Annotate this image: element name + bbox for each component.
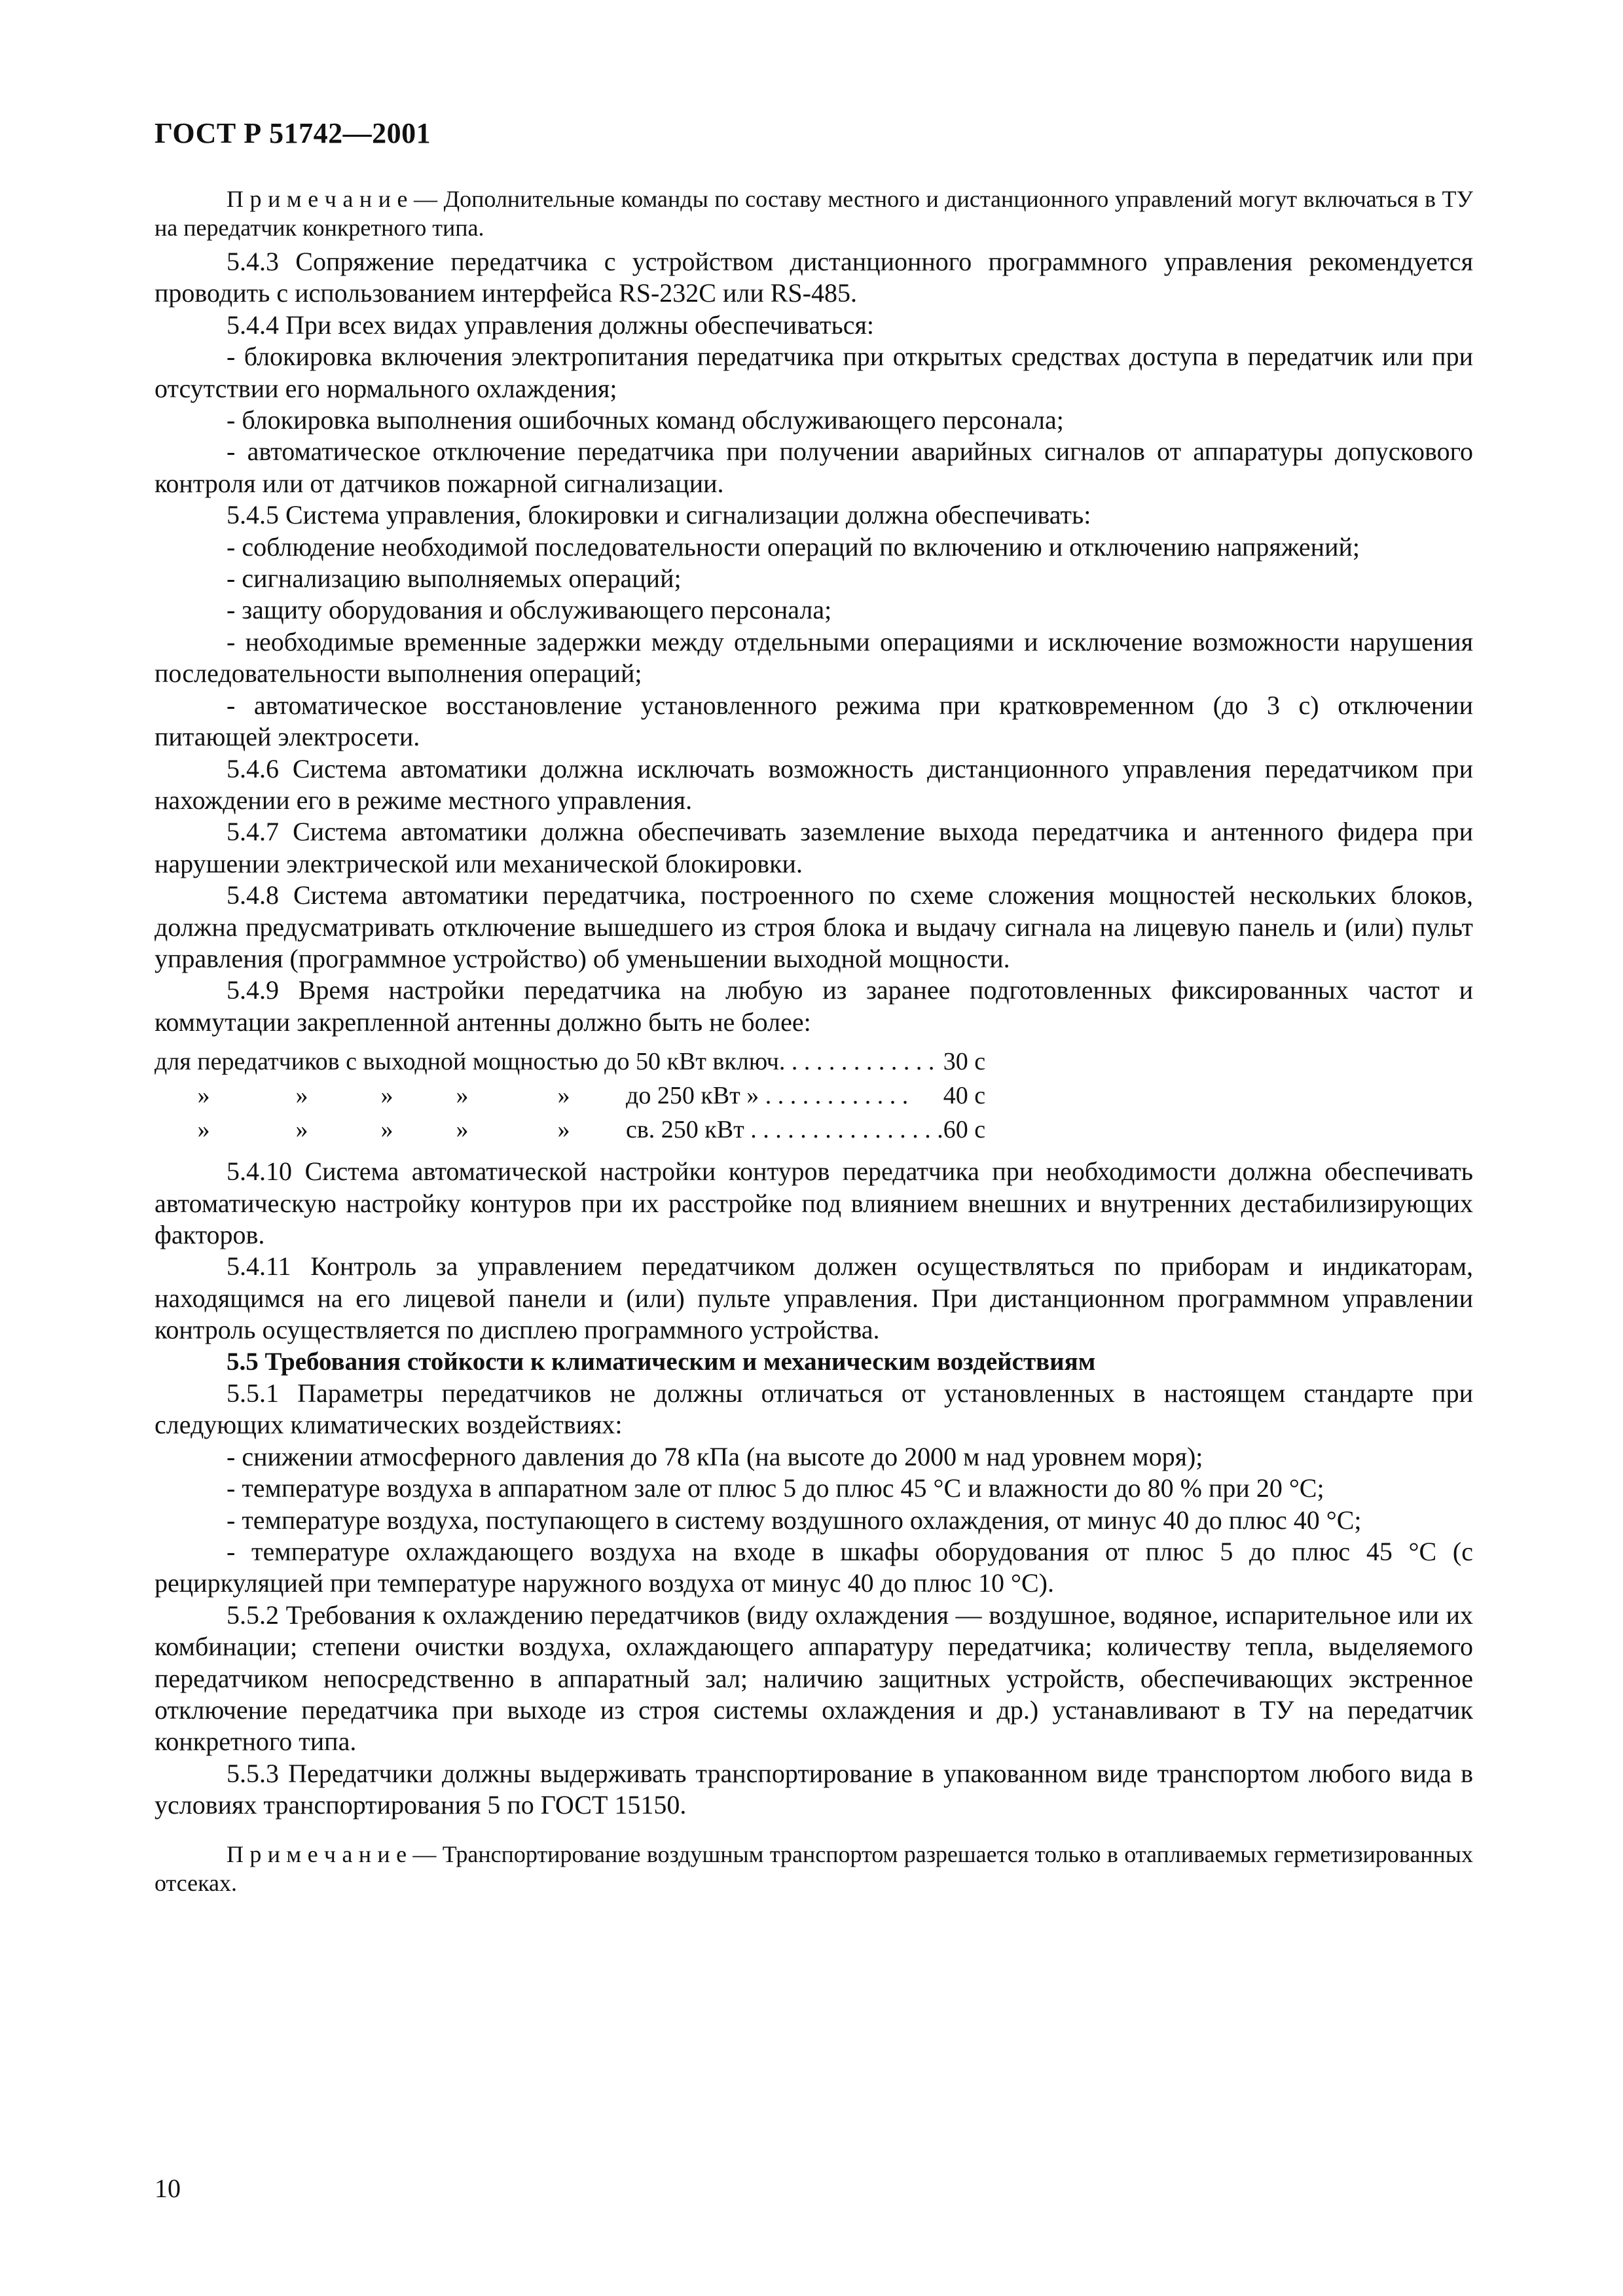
- page-number: 10: [155, 2174, 181, 2203]
- list-item: - соблюдение необходимой последовательности операций по включению и отключению напряжений;: [227, 531, 1360, 562]
- note-1-text: — Дополнительные команды по составу местного и дистанционного управлений могут включаться в ТУ на передатчик конкретного типа.: [155, 186, 1474, 241]
- table-cell-label: до 250 кВт » . . . . . . . . . . . .: [626, 1082, 909, 1110]
- ditto-mark: »: [380, 1082, 393, 1110]
- list-item: - температуре воздуха в аппаратном зале от плюс 5 до плюс 45 °С и влажности до 80 % при 20 °С;: [227, 1473, 1324, 1503]
- table-row: [155, 1045, 1022, 1079]
- note-2-label: П р и м е ч а н и е: [227, 1840, 407, 1867]
- ditto-mark: »: [197, 1116, 210, 1144]
- ditto-mark: »: [380, 1116, 393, 1144]
- ditto-mark: »: [295, 1116, 308, 1144]
- ditto-mark: »: [557, 1116, 570, 1144]
- ditto-mark: »: [295, 1082, 308, 1110]
- list-item: - защиту оборудования и обслуживающего персонала;: [227, 595, 832, 625]
- paragraph-5-4-11: 5.4.11 Контроль за управлением передатчиком должен осуществляться по приборам и индикаторам, находящимся на его лицевой панели и (или) пульте управления. При дистанционном программном управлении контроль осуществляется по дисплею программного устройства.: [155, 1251, 1473, 1345]
- table-cell-label: св. 250 кВт . . . . . . . . . . . . . . . .: [626, 1116, 943, 1144]
- note-2-text: — Транспортирование воздушным транспортом разрешается только в отапливаемых герметизированных отсеках.: [155, 1840, 1473, 1896]
- paragraph-5-4-4: 5.4.4 При всех видах управления должны обеспечиваться:: [227, 310, 875, 340]
- section-heading-5-5: 5.5 Требования стойкости к климатическим и механическим воздействиям: [227, 1347, 1096, 1376]
- paragraph-5-4-6: 5.4.6 Система автоматики должна исключать возможность дистанционного управления передатчиком при нахождении его в режиме местного управления.: [155, 753, 1473, 815]
- table-cell-value: 60 с: [943, 1116, 986, 1144]
- paragraph-5-4-7: 5.4.7 Система автоматики должна обеспечивать заземление выхода передатчика и антенного фидера при нарушении электрической или механической блокировки.: [155, 817, 1473, 878]
- tuning-times-table: [155, 1045, 1022, 1147]
- paragraph-5-5-3: 5.5.3 Передатчики должны выдерживать транспортирование в упакованном виде транспортом любого вида в условиях транспортирования 5 по ГОСТ 15150.: [155, 1758, 1473, 1820]
- table-cell-value: 40 с: [943, 1082, 986, 1110]
- paragraph-5-5-2: 5.5.2 Требования к охлаждению передатчиков (виду охлаждения — воздушное, водяное, испарительное или их комбинации; степени очистки воздуха, охлаждающего аппаратуру передатчика; количеству тепла, выделяемого передатчиком непосредственно в аппаратный зал; наличию защитных устройств, обеспечивающих экстренное отключение передатчика при выходе из строя системы охлаждения и др.) устанавливают в ТУ на передатчик конкретного типа.: [155, 1600, 1473, 1757]
- ditto-mark: »: [557, 1082, 570, 1110]
- document-header: ГОСТ Р 51742—2001: [155, 117, 431, 149]
- ditto-mark: »: [197, 1082, 210, 1110]
- paragraph-5-4-10: 5.4.10 Система автоматической настройки контуров передатчика при необходимости должна обеспечивать автоматическую настройку контуров при их расстройке под влиянием внешних и внутренних дестабилизирующих факторов.: [155, 1157, 1473, 1249]
- list-item: - автоматическое отключение передатчика при получении аварийных сигналов от аппаратуры допускового контроля или от датчиков пожарной сигнализации.: [155, 437, 1473, 498]
- list-item: - блокировка включения электропитания передатчика при открытых средствах доступа в передатчик или при отсутствии его нормального охлаждения;: [155, 342, 1473, 403]
- table-row: [155, 1113, 1022, 1147]
- table-cell-ditto: [155, 1079, 626, 1113]
- list-item: - снижении атмосферного давления до 78 кПа (на высоте до 2000 м над уровнем моря);: [227, 1441, 1203, 1471]
- table-row: [155, 1079, 1022, 1113]
- note-2: [155, 1840, 1473, 1897]
- paragraph-5-4-5: 5.4.5 Система управления, блокировки и сигнализации должна обеспечивать:: [227, 500, 1091, 530]
- ditto-mark: »: [456, 1082, 469, 1110]
- paragraph-5-4-9: 5.4.9 Время настройки передатчика на любую из заранее подготовленных фиксированных частот и коммутации закрепленной антенны должно быть не более:: [155, 975, 1473, 1037]
- paragraph-5-4-8: 5.4.8 Система автоматики передатчика, построенного по схеме сложения мощностей нескольких блоков, должна предусматривать отключение вышедшего из строя блока и выдачу сигнала на лицевую панель и (или) пульт управления (программное устройство) об уменьшении выходной мощности.: [155, 880, 1473, 973]
- document-body: [155, 185, 1473, 1897]
- list-item: - температуре воздуха, поступающего в систему воздушного охлаждения, от минус 40 до плюс 40 °С;: [227, 1505, 1362, 1535]
- list-item: - температуре охлаждающего воздуха на входе в шкафы оборудования от плюс 5 до плюс 45 °С (с рециркуляцией при температуре наружного воздуха от минус 40 до плюс 10 °С).: [155, 1537, 1473, 1598]
- note-1-label: П р и м е ч а н и е: [227, 186, 408, 212]
- note-1: [155, 185, 1473, 242]
- paragraph-5-5-1: 5.5.1 Параметры передатчиков не должны отличаться от установленных в настоящем стандарте при следующих климатических воздействиях:: [155, 1378, 1473, 1440]
- ditto-mark: »: [456, 1116, 469, 1144]
- table-cell-label: для передатчиков с выходной мощностью до 50 кВт включ. . . . . . . . . . . . .: [155, 1048, 935, 1076]
- list-item: - блокировка выполнения ошибочных команд обслуживающего персонала;: [227, 405, 1064, 435]
- list-item: - сигнализацию выполняемых операций;: [227, 564, 682, 594]
- table-cell-value: 30 с: [943, 1048, 986, 1076]
- list-item: - необходимые временные задержки между отдельными операциями и исключение возможности нарушения последовательности выполнения операций;: [155, 626, 1473, 689]
- table-cell-ditto: [155, 1113, 626, 1147]
- list-item: - автоматическое восстановление установленного режима при кратковременном (до 3 с) отключении питающей электросети.: [155, 690, 1473, 752]
- paragraph-5-4-3: 5.4.3 Сопряжение передатчика с устройством дистанционного программного управления рекомендуется проводить с использованием интерфейса RS-232C или RS-485.: [155, 247, 1473, 308]
